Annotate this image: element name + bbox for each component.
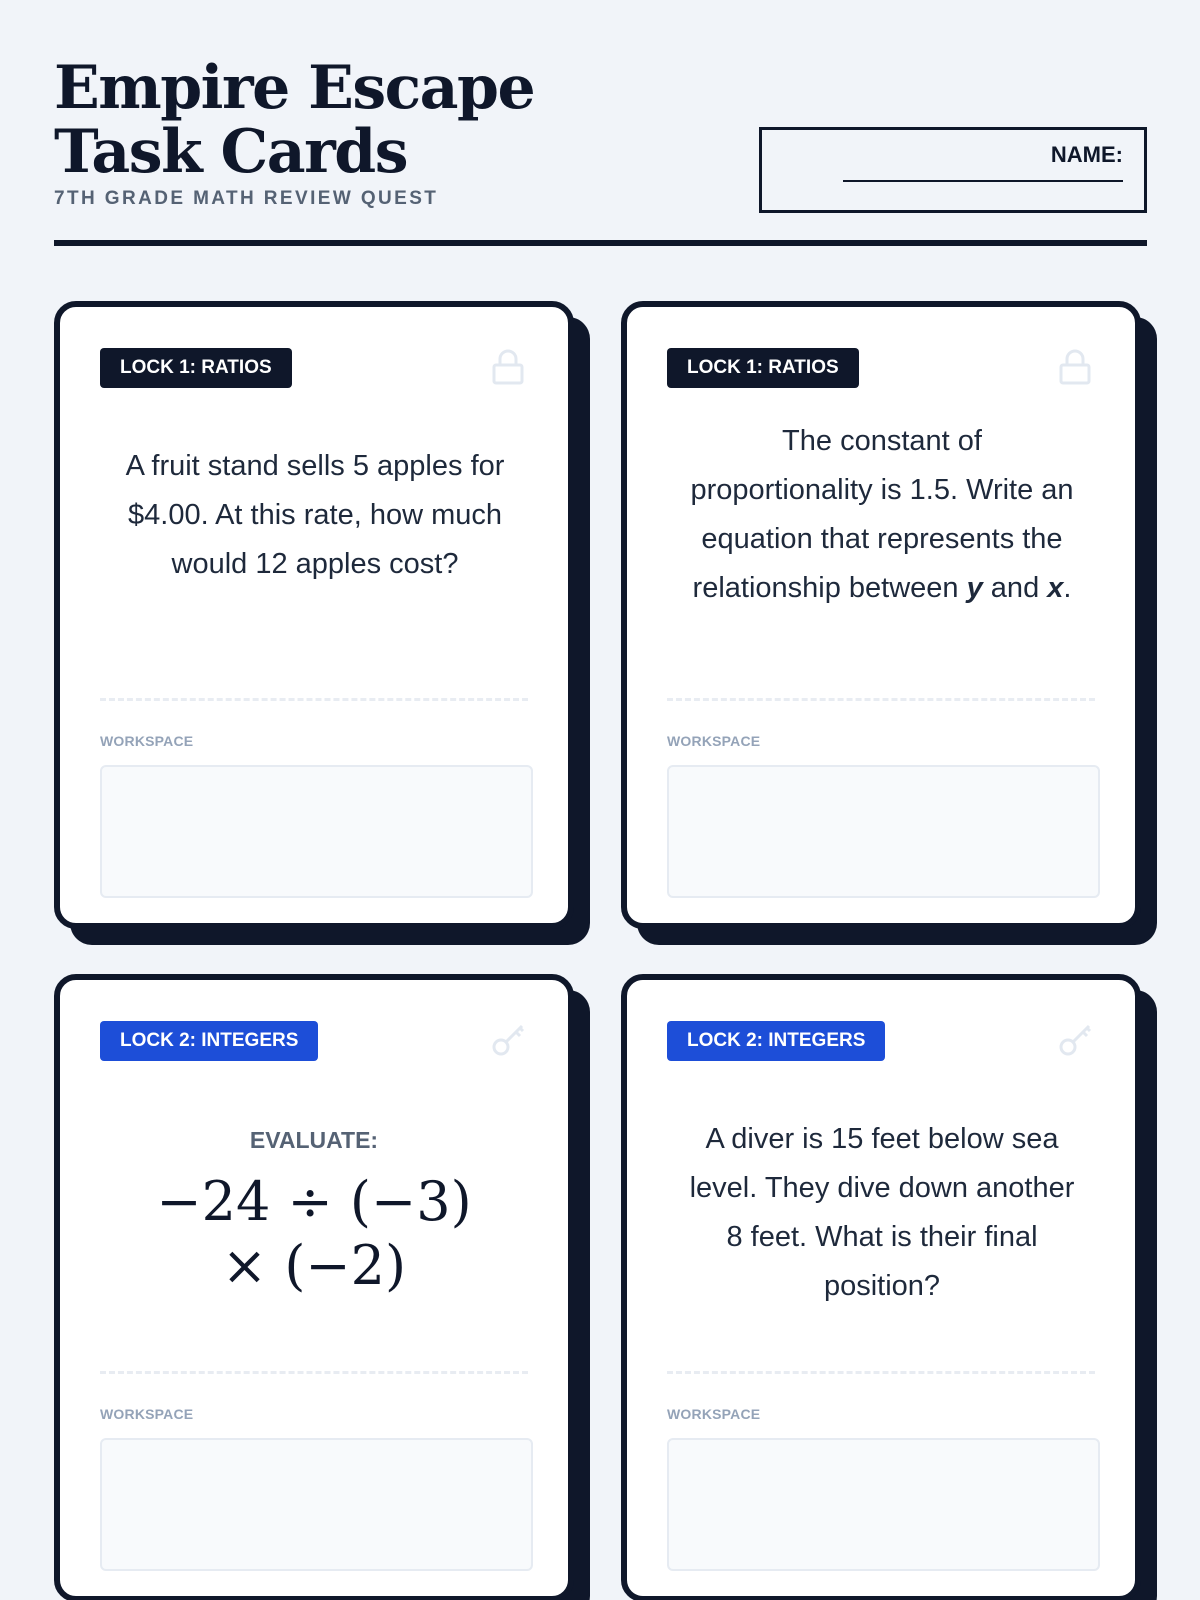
workspace-label: WORKSPACE [100,1406,194,1422]
card-divider [667,1371,1095,1374]
workspace-box[interactable] [100,765,533,898]
card-divider [667,698,1095,701]
task-card-3 [54,974,574,1600]
card-divider [100,698,528,701]
workspace-label: WORKSPACE [100,733,194,749]
card-badge: LOCK 1: RATIOS [100,348,292,388]
workspace-label: WORKSPACE [667,733,761,749]
card-prompt [687,417,1077,613]
evaluate-label: EVALUATE: [249,1127,379,1153]
key-icon [488,1020,528,1060]
name-box [759,127,1147,213]
lock-icon [1055,347,1095,387]
page-title: Empire Escape Task Cards [54,53,535,187]
name-line[interactable] [843,180,1123,182]
task-card-4 [621,974,1141,1600]
lock-icon [488,347,528,387]
card-badge: LOCK 2: INTEGERS [667,1021,885,1061]
prompt-text: . [1063,572,1072,604]
task-card-2 [621,301,1141,929]
workspace-box[interactable] [100,1438,533,1571]
workspace-box[interactable] [667,765,1100,898]
workspace-label: WORKSPACE [667,1406,761,1422]
key-icon [1055,1020,1095,1060]
variable-x: x [1047,572,1064,604]
task-card-1 [54,301,574,929]
variable-y: y [966,572,983,604]
card-badge: LOCK 2: INTEGERS [100,1021,318,1061]
math-expression: −24 ÷ (−3) [156,1170,472,1233]
workspace-box[interactable] [667,1438,1100,1571]
page-header [54,53,1147,246]
header-divider [54,240,1147,246]
math-expression: × (−2) [221,1234,407,1297]
card-divider [100,1371,528,1374]
prompt-text: The constant of proportionality is 1.5. Write an equation that represents the relationship between [690,425,1074,604]
prompt-text: and [982,572,1048,604]
name-label: NAME: [1050,142,1123,167]
card-prompt: A fruit stand sells 5 apples for $4.00. At this rate, how much would 12 apples cost? [125,450,505,580]
card-badge: LOCK 1: RATIOS [667,348,859,388]
card-prompt: A diver is 15 feet below sea level. They dive down another 8 feet. What is their final position? [689,1123,1075,1302]
page-subtitle: 7TH GRADE MATH REVIEW QUEST [54,188,439,209]
